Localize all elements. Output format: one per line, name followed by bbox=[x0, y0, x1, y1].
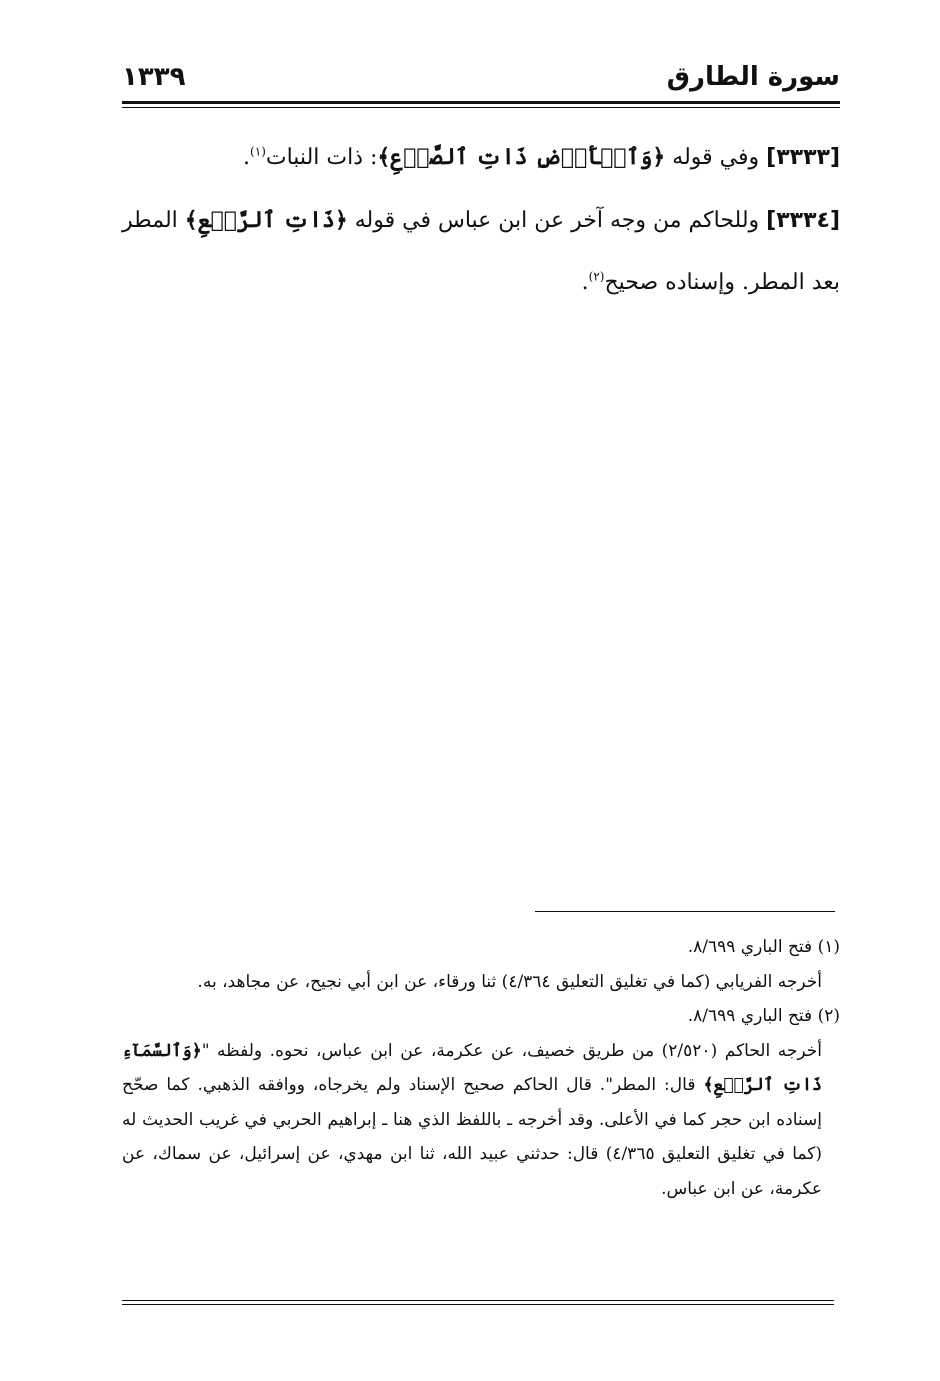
entry-text: : ذات النبات bbox=[265, 145, 378, 170]
footnote-reference[interactable]: (١) bbox=[250, 144, 266, 159]
quran-verse: ﴿وَٱلسَّمَآءِ ذَاتِ ٱلرَّجۡعِ﴾ bbox=[122, 1040, 822, 1095]
quran-verse: ﴿وَٱلۡأَرۡضِ ذَاتِ ٱلصَّدۡعِ﴾ bbox=[377, 144, 666, 170]
page-header bbox=[122, 62, 840, 98]
bottom-rule bbox=[122, 1300, 834, 1301]
entry-number: [٣٣٣٣] bbox=[766, 145, 840, 170]
footnote-2-body bbox=[122, 1034, 840, 1207]
main-text bbox=[122, 126, 840, 314]
footnote-1-body: أخرجه الفريابي (كما في تغليق التعليق ٤/٣٦٤) ثنا ورقاء، عن ابن أبي نجيح، عن مجاهد، به. bbox=[197, 971, 822, 992]
surah-title: سورة الطارق bbox=[666, 62, 840, 92]
entry-text: المطر بعد المطر. وإسناده صحيح bbox=[122, 208, 840, 295]
footnote-1-head: (١) فتح الباري ٨/٦٩٩. bbox=[687, 937, 840, 957]
entry-text: وفي قوله bbox=[672, 145, 760, 170]
footnote-text: قال: المطر". قال الحاكم صحيح الإسناد ولم يخرجاه، ووافقه الذهبي. كما صحّح إسناده ابن حجر كما في الأعلى. وقد أخرجه ـ باللفظ الذي هنا ـ إبراهيم الحربي في غريب الحديث له (كما في تغليق التعليق ٤/٣٦٥) قال: حدثني عبيد الله، ثنا ابن مهدي، عن إسرائيل، عن سماك، عن عكرمة، عن ابن عباس. bbox=[122, 1075, 822, 1199]
header-rule bbox=[122, 101, 840, 107]
entry-number: [٣٣٣٤] bbox=[766, 208, 840, 233]
entry-end: . bbox=[581, 270, 589, 295]
page-number: ١٣٣٩ bbox=[122, 62, 186, 92]
footnotes bbox=[122, 930, 840, 1206]
footnote-text: أخرجه الحاكم (٢/٥٢٠) من طريق خصيف، عن عكرمة، عن ابن عباس، نحوه. ولفظه " bbox=[201, 1040, 823, 1061]
entry-3334 bbox=[122, 189, 840, 314]
entry-text: وللحاكم من وجه آخر عن ابن عباس في قوله bbox=[354, 208, 760, 233]
footnote-reference[interactable]: (٢) bbox=[588, 269, 605, 284]
footnote-separator bbox=[535, 911, 835, 912]
entry-end: . bbox=[243, 145, 251, 170]
footnote-2-head: (٢) فتح الباري ٨/٦٩٩. bbox=[687, 1006, 840, 1026]
entry-3333 bbox=[122, 126, 840, 189]
quran-verse: ﴿ذَاتِ ٱلرَّجۡعِ﴾ bbox=[184, 207, 348, 233]
